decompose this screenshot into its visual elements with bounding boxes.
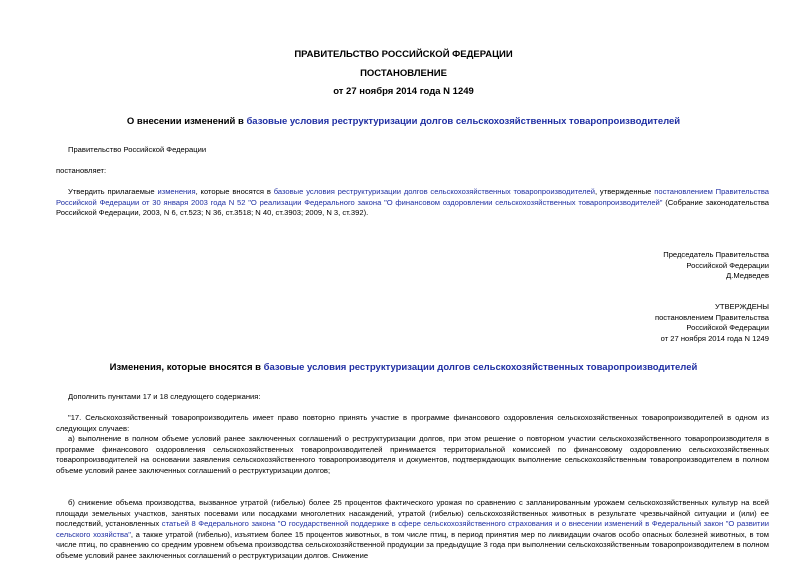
signature-block bbox=[520, 250, 769, 282]
approved-by: постановлением Правительства bbox=[654, 312, 769, 322]
title-prefix: О внесении изменений в bbox=[126, 116, 247, 127]
changes-title-prefix: Изменения, которые вносятся в bbox=[109, 362, 264, 373]
link-changes[interactable]: изменения bbox=[157, 187, 196, 196]
intro-paragraph bbox=[56, 187, 769, 219]
issuer-text: Правительство Российской Федерации bbox=[68, 145, 207, 154]
date-number-heading: от 27 ноября 2014 года N 1249 bbox=[333, 86, 474, 97]
intro-text-4: (Собрание законодательства Российской Федерации, 2003, N 6, ст.523; N 36, ст.3518; N 40, ст.3903; 2009, N 3, ст.392). bbox=[56, 197, 769, 217]
title-link-base-conditions[interactable]: базовые условия реструктуризации долгов сельскохозяйственных товаропроизводителей bbox=[246, 116, 681, 127]
subpoint-b-part-1: б) снижение объема производства, вызванное утратой (гибелью) более 25 процентов фактического урожая по сравнению с запланированным урожаем сельскохозяйственных культур на всей площади земельных участков, занятых посевами или посадками многолетних насаждений, утратой (гибелью) сельскохозяйственных животных в результате чрезвычайной ситуации и (или) ее последствий, установленных bbox=[56, 498, 769, 528]
changes-title-link[interactable]: базовые условия реструктуризации долгов сельскохозяйственных товаропроизводителей bbox=[263, 362, 698, 373]
subpoint-b-text bbox=[56, 498, 769, 561]
signature-name: Д.Медведев bbox=[726, 271, 769, 280]
subpoint-b-part-2: , а также утратой (гибелью), изъятием более 15 процентов животных, в том числе птиц, в период принятия мер по ликвидации очагов особо опасных болезней животных, в том числе птиц, по сравнению со средним уровнем объема производства сельскохозяйственной продукции за предыдущие 3 года при выполнении сельскохозяйственным товаропроизводителем в полном объеме условий ранее заключенных соглашений о реструктуризации долгов. Снижение bbox=[56, 529, 769, 560]
approved-block bbox=[520, 302, 769, 344]
approved-date: от 27 ноября 2014 года N 1249 bbox=[660, 333, 769, 343]
changes-title bbox=[0, 362, 807, 373]
government-heading: ПРАВИТЕЛЬСТВО РОССИЙСКОЙ ФЕДЕРАЦИИ bbox=[294, 49, 513, 60]
approved-country: Российской Федерации bbox=[686, 323, 769, 332]
intro-text-1: Утвердить прилагаемые bbox=[68, 187, 158, 196]
link-article-8[interactable]: статьей 8 Федерального закона "О государственной поддержке в сфере сельскохозяйственного страхования и о внесении изменений в Федеральный закон "О развитии сельского хозяйства" bbox=[56, 519, 769, 539]
approved-label: УТВЕРЖДЕНЫ bbox=[715, 302, 769, 311]
document-title bbox=[0, 116, 807, 127]
signature-position: Председатель Правительства bbox=[663, 250, 769, 259]
link-resolution-52[interactable]: постановлением Правительства Российской Федерации от 30 января 2003 года N 52 "О реализации Федерального закона "О финансовом оздоровлении сельскохозяйственных товаропроизводителей" bbox=[56, 187, 769, 207]
link-base-conditions[interactable]: базовые условия реструктуризации долгов сельскохозяйственных товаропроизводителей bbox=[273, 187, 595, 196]
add-points-text: Дополнить пунктами 17 и 18 следующего содержания: bbox=[68, 392, 261, 401]
intro-text-2: , которые вносятся в bbox=[195, 187, 274, 196]
point-17-text: "17. Сельскохозяйственный товаропроизводитель имеет право повторно принять участие в программе финансового оздоровления сельскохозяйственных товаропроизводителей в одном из следующих случаев: bbox=[56, 413, 769, 433]
document-type-heading: ПОСТАНОВЛЕНИЕ bbox=[360, 68, 447, 79]
decides-text: постановляет: bbox=[56, 166, 107, 175]
subpoint-a-text: а) выполнение в полном объеме условий ранее заключенных соглашений о реструктуризации долгов, при этом решение о повторном участии сельскохозяйственного товаропроизводителя в программе финансового оздоровления сельскохозяйственных товаропроизводителей принимается территориальной комиссией по финансовому оздоровлению сельскохозяйственных товаропроизводителей на основании заявления сельскохозяйственного товаропроизводителя и документов, подтверждающих выполнение сельскохозяйственным товаропроизводителем в полном объеме условий ранее заключенных соглашений о реструктуризации долгов; bbox=[56, 434, 769, 475]
signature-country: Российской Федерации bbox=[686, 260, 769, 270]
intro-text-3: , утвержденные bbox=[594, 187, 655, 196]
